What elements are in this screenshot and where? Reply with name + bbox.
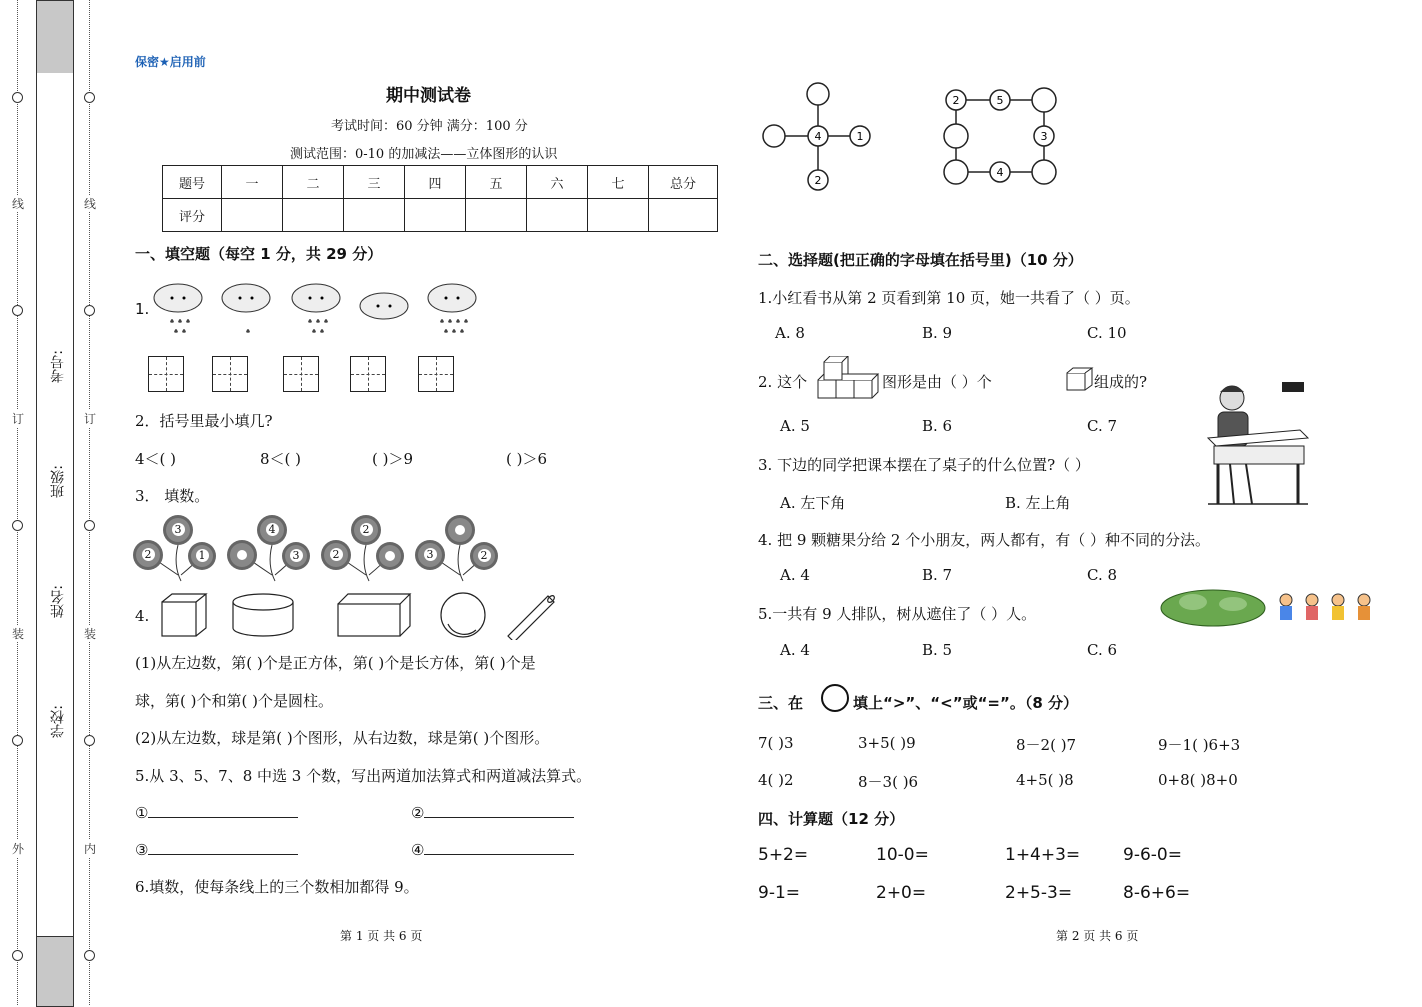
section4-title: 四、计算题（12 分） <box>758 810 905 828</box>
puzzle-blank-node <box>763 125 785 147</box>
s2-q4: 4. 把 9 颗糖果分给 2 个小朋友，两人都有，有（ ）种不同的分法。 <box>758 531 1211 549</box>
q6-text: 6.填数，使每条线上的三个数相加都得 9。 <box>135 878 419 896</box>
s2-q2-a: 2. 这个 <box>758 373 808 391</box>
flower-number: 2 <box>478 549 491 562</box>
gray-bar-bottom <box>36 936 74 1007</box>
compare-item[interactable]: 4( )2 <box>758 771 794 789</box>
s2-q1-option[interactable]: C. 10 <box>1087 324 1127 342</box>
s2-q4-option[interactable]: A. 4 <box>780 566 810 584</box>
s2-q5-option[interactable]: B. 5 <box>922 641 953 659</box>
calc-item[interactable]: 2+5-3= <box>1005 883 1073 903</box>
s2-q4-option[interactable]: B. 7 <box>922 566 953 584</box>
field-strip <box>36 73 74 936</box>
flower-number: 3 <box>424 548 437 561</box>
queue-tree-illustration <box>1158 586 1383 630</box>
child-icon <box>1332 594 1344 620</box>
compare-item[interactable]: 7( )3 <box>758 734 794 752</box>
table-header: 一 <box>222 166 283 199</box>
flower-icon <box>166 518 190 542</box>
s2-q5-option[interactable]: C. 6 <box>1087 641 1118 659</box>
puzzle-blank-node <box>1032 160 1056 184</box>
binding-hole-icon <box>12 305 23 316</box>
puzzle-blank-node <box>1032 88 1056 112</box>
q5-mark: ③ <box>135 841 149 859</box>
cube-icon <box>162 594 206 636</box>
inner-label: 线 <box>84 197 97 211</box>
q5-mark: ① <box>135 804 149 822</box>
s2-q2-option[interactable]: A. 5 <box>780 417 810 435</box>
q5-text: 5.从 3、5、7、8 中选 3 个数，写出两道加法算式和两道减法算式。 <box>135 767 592 785</box>
answer-box[interactable] <box>350 356 386 392</box>
clouds-figure <box>150 278 490 340</box>
answer-box[interactable] <box>212 356 248 392</box>
q3-text: 3． 填数。 <box>135 487 210 505</box>
score-row-label: 评分 <box>163 199 222 232</box>
compare-item[interactable]: 8－3( )6 <box>858 773 919 791</box>
table-header: 总分 <box>649 166 718 199</box>
score-cell[interactable] <box>466 199 527 232</box>
answer-line[interactable] <box>424 840 574 855</box>
puzzle-number: 3 <box>1040 130 1048 143</box>
table-header: 七 <box>588 166 649 199</box>
name-field[interactable]: 姓名: <box>50 585 66 618</box>
student-desk-illustration <box>1200 378 1315 510</box>
binding-hole-icon <box>84 305 95 316</box>
page-title: 期中测试卷 <box>386 86 471 106</box>
single-cube-icon <box>1066 367 1094 391</box>
flower-icon[interactable] <box>379 545 401 567</box>
section1-title: 一、填空题（每空 1 分，共 29 分） <box>135 245 383 263</box>
compare-item[interactable]: 9－1( )6+3 <box>1158 736 1241 754</box>
secret-label: 保密★启用前 <box>135 55 206 69</box>
table-row <box>163 199 718 232</box>
s2-q3-option[interactable]: B. 左上角 <box>1005 494 1071 512</box>
s2-q5-option[interactable]: A. 4 <box>780 641 810 659</box>
q5-mark: ② <box>411 804 425 822</box>
cloud-icon <box>292 284 340 333</box>
q4-number: 4. <box>135 607 150 625</box>
q2-item: ( )＞9 <box>372 450 414 468</box>
binding-margin <box>0 0 110 1005</box>
q5-answer-2[interactable] <box>411 803 574 822</box>
score-cell[interactable] <box>283 199 344 232</box>
q1-number: 1. <box>135 300 150 318</box>
flower-icon <box>473 545 495 567</box>
answer-line[interactable] <box>424 803 574 818</box>
child-icon <box>1280 594 1292 620</box>
outer-label: 装 <box>12 627 25 641</box>
cloud-icon <box>154 284 202 333</box>
tree-icon <box>1161 590 1265 626</box>
flower-number: 3 <box>172 523 185 536</box>
flower-number: 2 <box>142 548 155 561</box>
flower-icon <box>418 543 442 567</box>
q4-line3: (2)从左边数，球是第( )个图形，从右边数，球是第( )个图形。 <box>135 729 550 747</box>
compare-item[interactable]: 0+8( )8+0 <box>1158 771 1238 789</box>
binding-hole-icon <box>12 520 23 531</box>
flower-icon <box>354 518 378 542</box>
s2-q3-option[interactable]: A. 左下角 <box>780 494 846 512</box>
q2-item: 8＜( ) <box>260 450 302 468</box>
class-field[interactable]: 班级: <box>50 465 66 498</box>
flower-icon <box>191 545 213 567</box>
binding-hole-icon <box>84 520 95 531</box>
outer-label: 外 <box>12 842 25 856</box>
section3-title-a: 三、在 <box>758 694 804 712</box>
score-cell[interactable] <box>222 199 283 232</box>
binding-hole-icon <box>12 950 23 961</box>
inner-label: 装 <box>84 627 97 641</box>
table-header: 二 <box>283 166 344 199</box>
calc-item[interactable]: 9-6-0= <box>1123 845 1182 865</box>
s2-q2-c: 组成的? <box>1094 373 1148 391</box>
s2-q2-b: 图形是由（ ）个 <box>882 373 992 391</box>
calc-item[interactable]: 8-6+6= <box>1123 883 1191 903</box>
square-puzzle <box>940 85 1065 190</box>
s2-q1-option[interactable]: B. 9 <box>922 324 953 342</box>
flower-icon <box>136 543 160 567</box>
table-header: 三 <box>344 166 405 199</box>
s2-q2-option[interactable]: B. 6 <box>922 417 953 435</box>
compare-item[interactable]: 3+5( )9 <box>858 734 916 752</box>
score-cell[interactable] <box>588 199 649 232</box>
exam-scope: 测试范围：0-10 的加减法——立体图形的认识 <box>290 147 558 162</box>
flower-number: 4 <box>266 523 279 536</box>
gray-bar-top <box>36 0 74 75</box>
binding-hole-icon <box>84 92 95 103</box>
answer-line[interactable] <box>148 803 298 818</box>
puzzle-number: 1 <box>856 130 864 143</box>
compare-item[interactable]: 4+5( )8 <box>1016 771 1074 789</box>
flower-number: 3 <box>290 549 303 562</box>
exam-info: 考试时间：60 分钟 满分：100 分 <box>331 119 528 134</box>
school-field[interactable]: 学校: <box>50 705 66 738</box>
table-header: 六 <box>527 166 588 199</box>
table-header: 五 <box>466 166 527 199</box>
s2-q4-option[interactable]: C. 8 <box>1087 566 1118 584</box>
answer-box[interactable] <box>418 356 454 392</box>
section2-title: 二、选择题(把正确的字母填在括号里)（10 分） <box>758 251 1083 269</box>
child-icon <box>1358 594 1370 620</box>
calc-item[interactable]: 5+2= <box>758 845 809 865</box>
table-row <box>163 166 718 199</box>
puzzle-number: 4 <box>996 166 1004 179</box>
puzzle-number: 5 <box>996 94 1004 107</box>
s2-q2-option[interactable]: C. 7 <box>1087 417 1118 435</box>
s2-q5: 5.一共有 9 人排队，树从遮住了（ ）人。 <box>758 605 1037 623</box>
answer-box[interactable] <box>283 356 319 392</box>
puzzle-number: 2 <box>814 174 822 187</box>
flowers-figure <box>133 515 503 585</box>
cloud-icon <box>360 293 408 319</box>
page-footer-right: 第 2 页 共 6 页 <box>1056 929 1139 943</box>
puzzle-number: 2 <box>952 94 960 107</box>
answer-line[interactable] <box>148 840 298 855</box>
puzzle-blank-node <box>807 83 829 105</box>
binding-hole-icon <box>12 92 23 103</box>
cylinder-icon <box>233 594 293 636</box>
outer-label: 订 <box>12 412 25 426</box>
flower-icon <box>324 543 348 567</box>
flower-icon <box>260 518 284 542</box>
score-table <box>162 165 718 232</box>
exam-number-field[interactable]: 考号: <box>50 350 66 383</box>
binding-hole-icon <box>12 735 23 746</box>
puzzle-number: 4 <box>814 130 822 143</box>
score-cell[interactable] <box>649 199 718 232</box>
score-cell[interactable] <box>527 199 588 232</box>
score-cell[interactable] <box>405 199 466 232</box>
cloud-icon <box>222 284 270 333</box>
outer-label: 线 <box>12 197 25 211</box>
binding-hole-icon <box>84 950 95 961</box>
inner-label: 订 <box>84 412 97 426</box>
q5-answer-1[interactable] <box>135 803 298 822</box>
cross-puzzle <box>760 80 880 195</box>
sphere-icon <box>441 593 485 637</box>
cuboid-icon <box>338 594 410 636</box>
section3-title-b: 填上“>”、“<”或“=”。（8 分） <box>853 694 1079 712</box>
calc-item[interactable]: 2+0= <box>876 883 927 903</box>
book-icon <box>1282 382 1304 392</box>
table-header: 题号 <box>163 166 222 199</box>
flower-icon[interactable] <box>230 543 254 567</box>
solids-figure <box>158 590 558 640</box>
table-header: 四 <box>405 166 466 199</box>
q2-item: ( )＞6 <box>506 450 548 468</box>
s2-q1-option[interactable]: A. 8 <box>775 324 805 342</box>
binding-hole-icon <box>84 735 95 746</box>
compare-item[interactable]: 8－2( )7 <box>1016 736 1077 754</box>
page-footer-left: 第 1 页 共 6 页 <box>340 929 423 943</box>
inner-label: 内 <box>84 842 97 856</box>
puzzle-blank-node <box>944 160 968 184</box>
q5-answer-4[interactable] <box>411 840 574 859</box>
flower-number: 2 <box>330 548 343 561</box>
flower-icon[interactable] <box>448 518 472 542</box>
cube-stack-icon <box>816 356 882 400</box>
flower-icon <box>285 545 307 567</box>
calc-item[interactable]: 9-1= <box>758 883 801 903</box>
q5-answer-3[interactable] <box>135 840 298 859</box>
stick-cylinder-icon <box>508 594 556 640</box>
s2-q3: 3. 下边的同学把课本摆在了桌子的什么位置?（ ） <box>758 456 1090 474</box>
q4-line2: 球，第( )个和第( )个是圆柱。 <box>135 692 333 710</box>
puzzle-blank-node <box>944 124 968 148</box>
q5-mark: ④ <box>411 841 425 859</box>
calc-item[interactable]: 10-0= <box>876 845 929 865</box>
cloud-icon <box>428 284 476 333</box>
circle-icon <box>821 684 849 712</box>
flower-number: 1 <box>196 549 209 562</box>
answer-box[interactable] <box>148 356 184 392</box>
q4-line1: (1)从左边数，第( )个是正方体，第( )个是长方体，第( )个是 <box>135 654 536 672</box>
q2-text: 2．括号里最小填几? <box>135 412 273 430</box>
calc-item[interactable]: 1+4+3= <box>1005 845 1081 865</box>
q2-item: 4＜( ) <box>135 450 177 468</box>
child-icon <box>1306 594 1318 620</box>
s2-q1: 1.小红看书从第 2 页看到第 10 页，她一共看了（ ）页。 <box>758 289 1140 307</box>
score-cell[interactable] <box>344 199 405 232</box>
flower-number: 2 <box>360 523 373 536</box>
